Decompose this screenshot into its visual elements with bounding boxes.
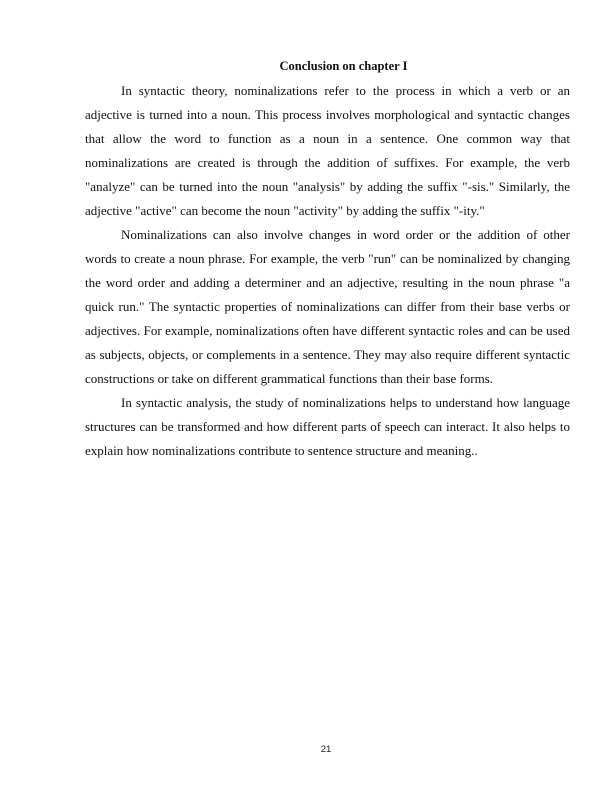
body-text [85,79,570,463]
chapter-conclusion-heading: Conclusion on chapter I [279,59,408,73]
paragraph-1: In syntactic theory, nominalizations refer to the process in which a verb or an adjective is turned into a noun. This process involves morphological and syntactic changes that allow the word to function as a noun in a sentence. One common way that nominalizations are created is through the addition of suffixes. For example, the verb "analyze" can be turned into the noun "analysis" by adding the suffix "-sis." Similarly, the adjective "active" can become the noun "activity" by adding the suffix "-ity." [85,83,570,218]
paragraph-3: In syntactic analysis, the study of nominalizations helps to understand how language structures can be transformed and how different parts of speech can interact. It also helps to explain how nominalizations contribute to sentence structure and meaning.. [85,395,570,458]
page-number: 21 [320,744,332,755]
paragraph-2: Nominalizations can also involve changes in word order or the addition of other words to create a noun phrase. For example, the verb "run" can be nominalized by changing the word order and adding a determiner and an adjective, resulting in the noun phrase "a quick run." The syntactic properties of nominalizations can differ from their base verbs or adjectives. For example, nominalizations often have different syntactic roles and can be used as subjects, objects, or complements in a sentence. They may also require different syntactic constructions or take on different grammatical functions than their base forms. [85,227,570,386]
